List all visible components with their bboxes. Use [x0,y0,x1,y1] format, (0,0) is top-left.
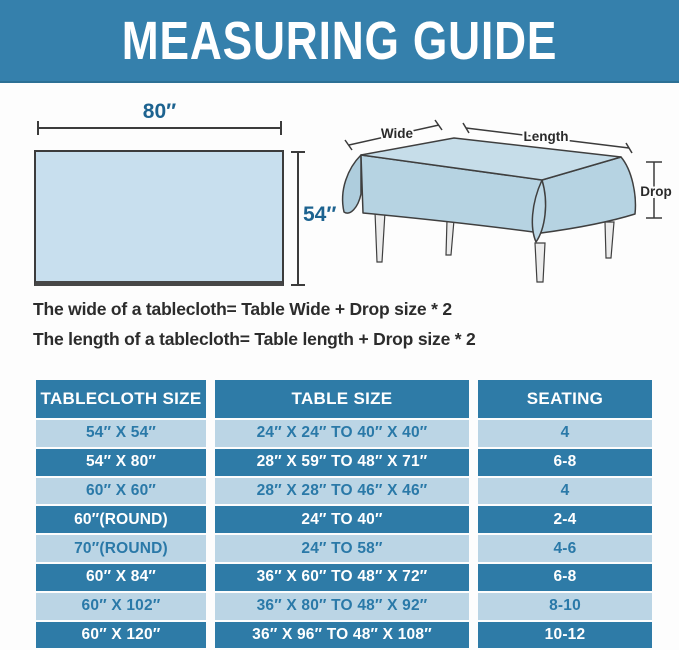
seating-cell: 4-6 [478,535,652,562]
table-size-cell: 24″ TO 40″ [215,506,469,533]
column-header-table-size: TABLE SIZE [215,380,469,418]
height-dimension-line [297,152,299,285]
formula-section [33,294,476,354]
tablecloth-rectangle [34,150,284,286]
drop-label: Drop [640,184,672,199]
width-dimension-line [38,127,281,129]
height-dimension-tick-bottom [291,284,305,286]
formula-length: The length of a tablecloth= Table length + Drop size * 2 [33,329,476,349]
seating-cell: 2-4 [478,506,652,533]
height-dimension-tick-top [291,151,305,153]
tablecloth-size-cell: 60″ X 60″ [36,478,206,505]
seating-cell: 10-12 [478,622,652,649]
tablecloth-size-cell: 54″ X 54″ [36,420,206,447]
width-dimension-label: 80″ [142,100,177,123]
seating-cell: 8-10 [478,593,652,620]
table-illustration [336,100,679,295]
column-header-seating: SEATING [478,380,652,418]
table-size-cell: 36″ X 80″ TO 48″ X 92″ [215,593,469,620]
tablecloth-size-cell: 70″(ROUND) [36,535,206,562]
table-size-cell: 36″ X 96″ TO 48″ X 108″ [215,622,469,649]
table-size-cell: 36″ X 60″ TO 48″ X 72″ [215,564,469,591]
table-size-cell: 28″ X 28″ TO 46″ X 46″ [215,478,469,505]
tablecloth-size-cell: 60″ X 102″ [36,593,206,620]
table-size-cell: 24″ X 24″ TO 40″ X 40″ [215,420,469,447]
length-label: Length [523,129,569,144]
page-title: MEASURING GUIDE [121,10,558,71]
formula-wide: The wide of a tablecloth= Table Wide + Drop size * 2 [33,299,452,319]
tablecloth-size-cell: 60″(ROUND) [36,506,206,533]
seating-cell: 4 [478,420,652,447]
wide-label: Wide [380,126,414,141]
width-dimension-tick-left [37,121,39,135]
seating-cell: 4 [478,478,652,505]
seating-cell: 6-8 [478,449,652,476]
seating-cell: 6-8 [478,564,652,591]
column-header-tablecloth-size: TABLECLOTH SIZE [36,380,206,418]
title-banner [0,0,679,83]
table-size-cell: 24″ TO 58″ [215,535,469,562]
tablecloth-drape [343,138,636,242]
tablecloth-size-cell: 60″ X 120″ [36,622,206,649]
tablecloth-size-cell: 54″ X 80″ [36,449,206,476]
height-dimension-label: 54″ [303,203,337,226]
size-table [36,380,652,648]
width-dimension-tick-right [280,121,282,135]
table-size-cell: 28″ X 59″ TO 48″ X 71″ [215,449,469,476]
tablecloth-size-cell: 60″ X 84″ [36,564,206,591]
